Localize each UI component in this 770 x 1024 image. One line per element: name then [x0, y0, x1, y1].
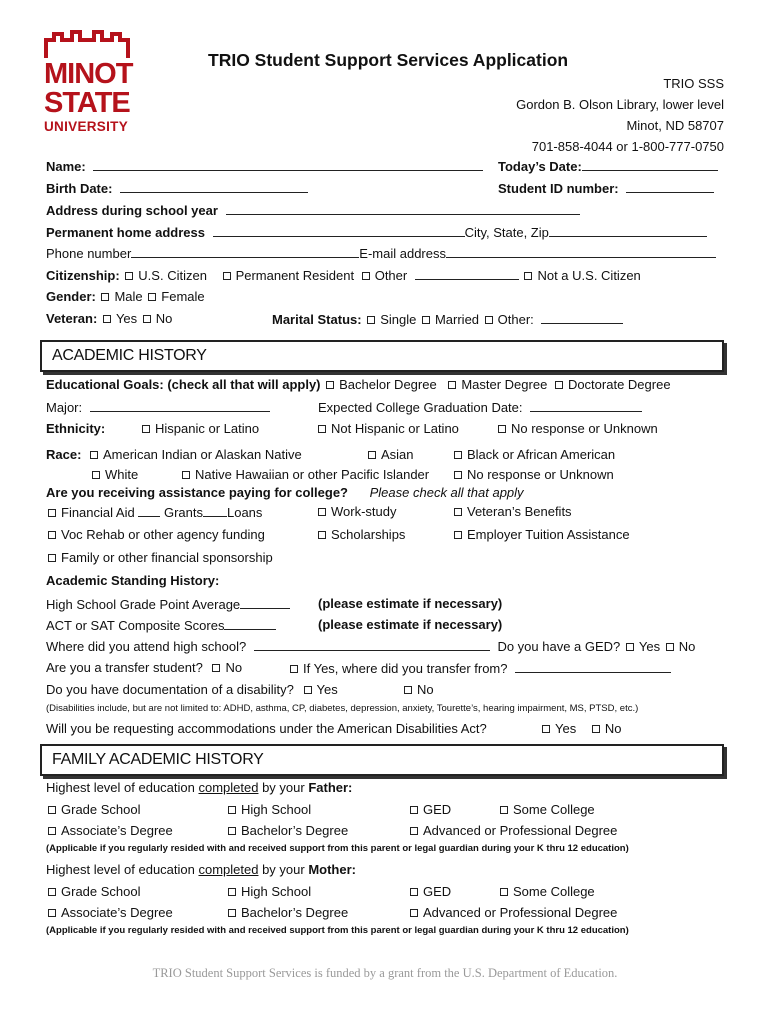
- phone-field[interactable]: [131, 245, 359, 258]
- ged-label: Do you have a GED?: [497, 639, 621, 654]
- marital-label: Marital Status:: [272, 312, 362, 327]
- name-label: Name:: [46, 159, 86, 174]
- option-label: U.S. Citizen: [138, 268, 207, 283]
- footer-funding-note: TRIO Student Support Services is funded by a grant from the U.S. Department of Education.: [152, 966, 618, 980]
- checkbox[interactable]: [454, 531, 462, 539]
- birth-row: [46, 180, 308, 196]
- option-label: Family or other financial sponsorship: [61, 550, 273, 565]
- checkbox[interactable]: [367, 316, 375, 324]
- race-label: Race:: [46, 447, 82, 462]
- checkbox[interactable]: [485, 316, 493, 324]
- option-label: Some College: [513, 802, 595, 817]
- today-row: [498, 158, 718, 174]
- option-label: High School: [241, 884, 312, 899]
- checkbox[interactable]: [524, 272, 532, 280]
- gpa-field[interactable]: [240, 596, 290, 609]
- checkbox[interactable]: [592, 725, 600, 733]
- school-address-label: Address during school year: [46, 203, 218, 218]
- standing-label: Academic Standing History:: [46, 573, 220, 588]
- grad-date-field[interactable]: [530, 399, 642, 412]
- option-label: No response or Unknown: [467, 467, 614, 482]
- option-label: American Indian or Alaskan Native: [103, 447, 302, 462]
- veteran-row: [46, 311, 172, 326]
- email-field[interactable]: [446, 245, 716, 258]
- ethnicity-opt2: [316, 421, 459, 436]
- gpa-row: [46, 596, 290, 612]
- transfer-from-row: [288, 660, 671, 676]
- logo-line3: UNIVERSITY: [44, 119, 129, 134]
- birth-field[interactable]: [120, 180, 308, 193]
- disability-note: (Disabilities include, but are not limited to: ADHD, asthma, CP, diabetes, depression, anxiety, Tourette’s, hearing impairment, MS, PTSD, etc.): [46, 703, 639, 714]
- checkbox[interactable]: [542, 725, 550, 733]
- castle-icon: [44, 30, 130, 60]
- ethnicity-label: Ethnicity:: [46, 421, 106, 436]
- option-label: Associate’s Degree: [61, 823, 173, 838]
- option-label: Permanent Resident: [235, 268, 355, 283]
- option-label: Doctorate Degree: [567, 377, 671, 392]
- option-label: No: [604, 721, 622, 736]
- school-address-field[interactable]: [226, 202, 580, 215]
- checkbox[interactable]: [125, 272, 133, 280]
- option-label: High School: [241, 802, 312, 817]
- option-label: Single: [380, 312, 417, 327]
- option-label: Hispanic or Latino: [155, 421, 260, 436]
- hs-row: [46, 638, 695, 654]
- page-title: TRIO Student Support Services Application: [208, 50, 569, 70]
- name-field[interactable]: [93, 158, 483, 171]
- option-label: Scholarships: [331, 527, 406, 542]
- marital-other-field[interactable]: [541, 311, 623, 324]
- checkbox[interactable]: [143, 315, 151, 323]
- disability-row: [46, 682, 338, 697]
- checkbox[interactable]: [223, 272, 231, 280]
- vet-benefits-opt: [452, 504, 572, 519]
- major-row: [46, 399, 270, 415]
- checkbox[interactable]: [103, 315, 111, 323]
- grad-date-row: [318, 399, 642, 415]
- option-label: Master Degree: [461, 377, 548, 392]
- option-label: Yes: [555, 721, 577, 736]
- checkbox[interactable]: [90, 451, 98, 459]
- checkbox[interactable]: [500, 806, 508, 814]
- checkbox[interactable]: [410, 806, 418, 814]
- today-label: Today’s Date:: [498, 159, 582, 174]
- scholarships-opt: [316, 527, 405, 542]
- address-line: TRIO SSS: [663, 76, 724, 91]
- checkbox[interactable]: [410, 888, 418, 896]
- citizenship-label: Citizenship:: [46, 268, 120, 283]
- marital-row: [272, 311, 623, 327]
- option-label: No response or Unknown: [511, 421, 658, 436]
- city-state-label: City, State, Zip: [464, 225, 549, 240]
- mother-label: Mother:: [308, 862, 356, 877]
- option-label: Grade School: [61, 884, 141, 899]
- checkbox[interactable]: [142, 425, 150, 433]
- gender-label: Gender:: [46, 289, 96, 304]
- checkbox[interactable]: [304, 686, 312, 694]
- checkbox[interactable]: [48, 827, 56, 835]
- transfer-label: Are you a transfer student?: [46, 660, 203, 675]
- mother-opt: [46, 884, 141, 899]
- student-id-row: [498, 180, 714, 196]
- estimate-note: (please estimate if necessary): [318, 617, 503, 632]
- mother-question: [46, 862, 356, 877]
- option-label: Other: [374, 268, 408, 283]
- estimate-note: (please estimate if necessary): [318, 596, 503, 611]
- grants-field[interactable]: [203, 504, 227, 517]
- checkbox[interactable]: [404, 686, 412, 694]
- checkbox[interactable]: [362, 272, 370, 280]
- option-label: Veteran’s Benefits: [467, 504, 572, 519]
- fa-field[interactable]: [138, 504, 160, 517]
- option-label: Grade School: [61, 802, 141, 817]
- hl-completed: completed: [198, 862, 259, 877]
- city-state-field[interactable]: [549, 224, 707, 237]
- hl-completed: completed: [198, 780, 259, 795]
- option-label: Asian: [381, 447, 414, 462]
- citizenship-row: [46, 267, 641, 283]
- father-opt: [408, 823, 617, 838]
- hs-field[interactable]: [254, 638, 490, 651]
- contact-row: [46, 245, 716, 261]
- checkbox[interactable]: [410, 909, 418, 917]
- student-id-field[interactable]: [626, 180, 714, 193]
- ada-options: [540, 721, 621, 736]
- option-label: No: [417, 682, 434, 697]
- checkbox[interactable]: [448, 381, 456, 389]
- option-label: Yes: [115, 311, 138, 326]
- option-label: Employer Tuition Assistance: [467, 527, 630, 542]
- father-opt: [226, 823, 348, 838]
- race-opt: [366, 447, 414, 462]
- employer-opt: [452, 527, 630, 542]
- address-line: Gordon B. Olson Library, lower level: [516, 97, 724, 112]
- hl-text: Highest level of education: [46, 780, 199, 795]
- assistance-row: [46, 485, 524, 500]
- checkbox[interactable]: [228, 909, 236, 917]
- transfer-from-field[interactable]: [515, 660, 671, 673]
- checkbox[interactable]: [48, 531, 56, 539]
- option-label: Some College: [513, 884, 595, 899]
- option-label: Male: [114, 289, 143, 304]
- assistance-hint: Please check all that apply: [369, 485, 524, 500]
- goals-row: [46, 377, 671, 392]
- veteran-label: Veteran:: [46, 311, 98, 326]
- checkbox[interactable]: [48, 554, 56, 562]
- disability-no-opt: [402, 682, 434, 697]
- checkbox[interactable]: [212, 664, 220, 672]
- today-field[interactable]: [582, 158, 718, 171]
- mother-opt: [46, 905, 173, 920]
- grad-date-label: Expected College Graduation Date:: [318, 400, 523, 415]
- ethnicity-row: [46, 421, 105, 436]
- ethnicity-opt1: [140, 421, 259, 436]
- option-label: Not Hispanic or Latino: [331, 421, 459, 436]
- checkbox[interactable]: [318, 531, 326, 539]
- option-label: Bachelor’s Degree: [241, 823, 349, 838]
- checkbox[interactable]: [101, 293, 109, 301]
- checkbox[interactable]: [148, 293, 156, 301]
- checkbox[interactable]: [228, 827, 236, 835]
- race-opt: [452, 447, 615, 462]
- checkbox[interactable]: [290, 665, 298, 673]
- option-label: Voc Rehab or other agency funding: [61, 527, 265, 542]
- minot-state-logo: [44, 30, 140, 134]
- checkbox[interactable]: [228, 888, 236, 896]
- option-label: Associate’s Degree: [61, 905, 173, 920]
- hl-text: by your: [258, 780, 309, 795]
- race-opt: [180, 467, 429, 482]
- mother-opt: [408, 905, 617, 920]
- phone-label: Phone number: [46, 246, 132, 261]
- major-field[interactable]: [90, 399, 270, 412]
- assistance-question: Are you receiving assistance paying for college?: [46, 485, 348, 500]
- option-label: Work-study: [331, 504, 397, 519]
- checkbox[interactable]: [454, 451, 462, 459]
- race-opt: [452, 467, 614, 482]
- father-label: Father:: [308, 780, 353, 795]
- checkbox[interactable]: [454, 508, 462, 516]
- gender-row: [46, 289, 205, 304]
- checkbox[interactable]: [48, 909, 56, 917]
- checkbox[interactable]: [368, 451, 376, 459]
- checkbox[interactable]: [500, 888, 508, 896]
- option-label: Bachelor’s Degree: [241, 905, 349, 920]
- ada-row: [46, 721, 487, 736]
- option-label: Loans: [226, 505, 263, 520]
- race-opt: [90, 467, 138, 482]
- student-id-label: Student ID number:: [498, 181, 619, 196]
- father-note: (Applicable if you regularly resided with and received support from this parent or legal guardian during your K thru 12 education): [46, 843, 629, 854]
- option-label: Not a U.S. Citizen: [537, 268, 641, 283]
- option-label: Advanced or Professional Degree: [423, 823, 618, 838]
- perm-address-field[interactable]: [213, 224, 465, 237]
- act-label: ACT or SAT Composite Scores: [46, 618, 225, 633]
- race-opt: [88, 447, 302, 462]
- act-row: [46, 617, 276, 633]
- father-opt: [226, 802, 311, 817]
- school-address-row: [46, 202, 580, 218]
- checkbox[interactable]: [92, 471, 100, 479]
- checkbox[interactable]: [48, 806, 56, 814]
- option-label: No: [155, 311, 173, 326]
- checkbox[interactable]: [318, 508, 326, 516]
- hl-text: Highest level of education: [46, 862, 199, 877]
- checkbox[interactable]: [410, 827, 418, 835]
- email-label: E-mail address: [359, 246, 446, 261]
- hl-text: by your: [258, 862, 309, 877]
- mother-note: (Applicable if you regularly resided with and received support from this parent or legal guardian during your K thru 12 education): [46, 925, 629, 936]
- transfer-row: [46, 660, 242, 675]
- perm-address-row: [46, 224, 707, 240]
- option-label: No: [225, 660, 243, 675]
- name-row: [46, 158, 483, 174]
- option-label: Yes: [316, 682, 338, 697]
- family-history-header: [40, 744, 724, 776]
- checkbox[interactable]: [182, 471, 190, 479]
- option-label: Advanced or Professional Degree: [423, 905, 618, 920]
- academic-history-header: [40, 340, 724, 372]
- option-label: White: [105, 467, 139, 482]
- checkbox[interactable]: [326, 381, 334, 389]
- logo-line1: MINOT: [44, 58, 133, 90]
- family-sponsor-opt: [46, 550, 273, 565]
- checkbox[interactable]: [454, 471, 462, 479]
- act-field[interactable]: [224, 617, 276, 630]
- section-title: FAMILY ACADEMIC HISTORY: [52, 751, 264, 768]
- perm-address-label: Permanent home address: [46, 225, 205, 240]
- logo-line2: STATE: [44, 87, 130, 119]
- address-line: 701-858-4044 or 1-800-777-0750: [531, 139, 724, 154]
- mother-opt: [498, 884, 595, 899]
- option-label: GED: [423, 802, 452, 817]
- option-label: GED: [423, 884, 452, 899]
- mother-opt: [226, 884, 311, 899]
- ethnicity-opt3: [496, 421, 658, 436]
- option-label: No: [678, 639, 696, 654]
- option-label: Yes: [638, 639, 661, 654]
- ada-label: Will you be requesting accommodations under the American Disabilities Act?: [46, 721, 487, 736]
- checkbox[interactable]: [666, 643, 674, 651]
- checkbox[interactable]: [318, 425, 326, 433]
- checkbox[interactable]: [48, 509, 56, 517]
- voc-opt: [46, 527, 265, 542]
- option-label: Native Hawaiian or other Pacific Islander: [195, 467, 430, 482]
- work-study-opt: [316, 504, 397, 519]
- major-label: Major:: [46, 400, 83, 415]
- checkbox[interactable]: [626, 643, 634, 651]
- option-label: Married: [434, 312, 480, 327]
- father-question: [46, 780, 352, 795]
- option-label: Financial Aid: [61, 505, 135, 520]
- option-label: Black or African American: [467, 447, 616, 462]
- father-opt: [46, 802, 141, 817]
- checkbox[interactable]: [228, 806, 236, 814]
- option-label: Female: [161, 289, 205, 304]
- other-field[interactable]: [415, 267, 519, 280]
- mother-opt: [226, 905, 348, 920]
- father-opt: [46, 823, 173, 838]
- checkbox[interactable]: [48, 888, 56, 896]
- option-label: Bachelor Degree: [339, 377, 437, 392]
- hs-label: Where did you attend high school?: [46, 639, 247, 654]
- fa-row: [46, 504, 262, 520]
- office-address: [516, 73, 724, 157]
- birth-label: Birth Date:: [46, 181, 113, 196]
- option-label: Grants: [163, 505, 203, 520]
- option-label: Other:: [497, 312, 534, 327]
- checkbox[interactable]: [498, 425, 506, 433]
- transfer-from-label: If Yes, where did you transfer from?: [303, 661, 508, 676]
- checkbox[interactable]: [422, 316, 430, 324]
- section-title: ACADEMIC HISTORY: [52, 347, 207, 364]
- checkbox[interactable]: [555, 381, 563, 389]
- gpa-label: High School Grade Point Average: [46, 597, 241, 612]
- disability-label: Do you have documentation of a disability?: [46, 682, 294, 697]
- mother-opt: [408, 884, 451, 899]
- father-opt: [408, 802, 451, 817]
- father-opt: [498, 802, 595, 817]
- address-line: Minot, ND 58707: [626, 118, 724, 133]
- goals-label: Educational Goals: (check all that will apply): [46, 377, 321, 392]
